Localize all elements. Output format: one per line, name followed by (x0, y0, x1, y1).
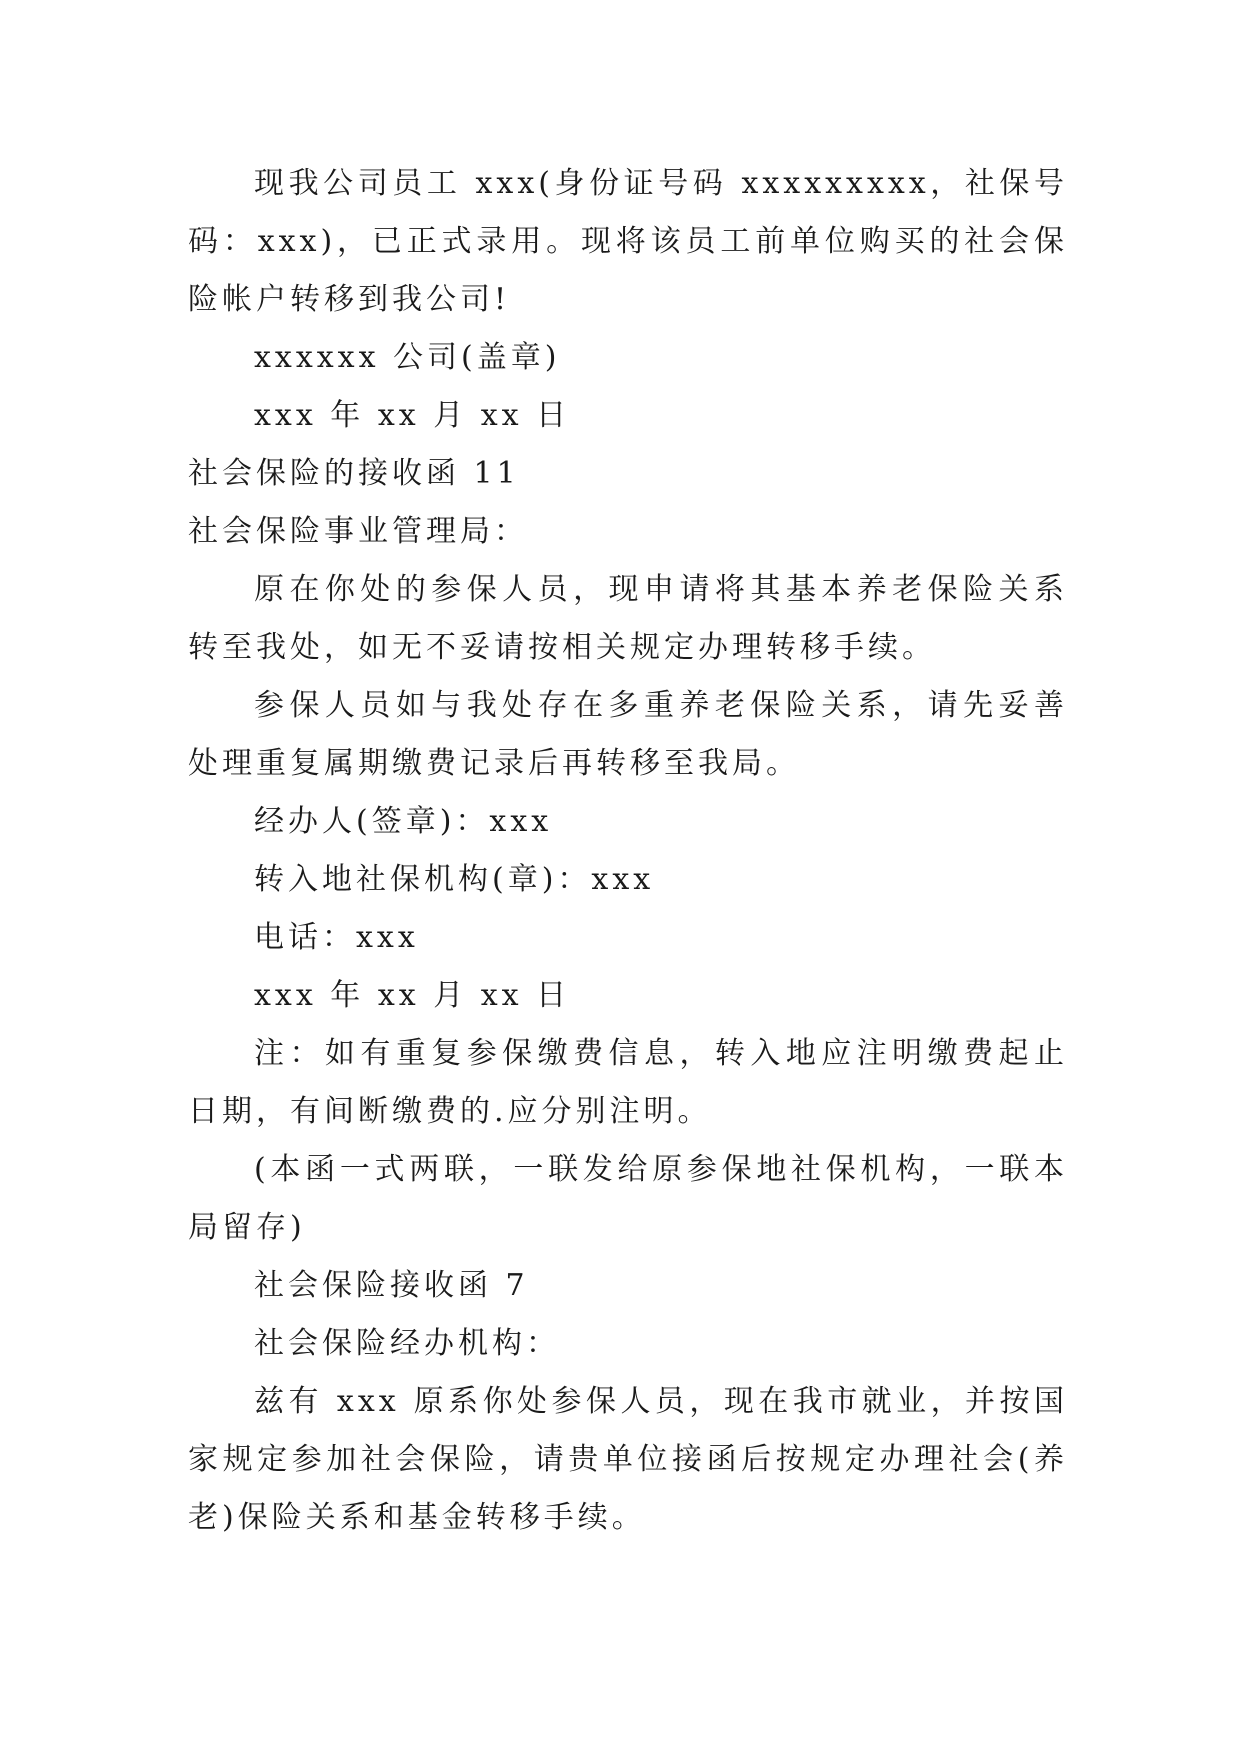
paragraph-date-1: xxx 年 xx 月 xx 日 (254, 398, 571, 433)
paragraph-employment-transfer: 兹有 xxx 原系你处参保人员，现在我市就业，并按国家规定参加社会保险，请贵单位接函后按规定办理社会(养老)保险关系和基金转移手续。 (188, 1384, 1068, 1535)
paragraph-note: 注：如有重复参保缴费信息，转入地应注明缴费起止日期，有间断缴费的.应分别注明。 (188, 1036, 1068, 1129)
salutation-management-bureau: 社会保险事业管理局： (188, 514, 528, 549)
paragraph-phone: 电话：xxx (254, 920, 419, 955)
section-heading-receipt-letter-11: 社会保险的接收函 11 (188, 456, 520, 491)
paragraph-receiving-agency-seal: 转入地社保机构(章)：xxx (254, 862, 655, 897)
paragraph-handler-signature: 经办人(签章)：xxx (254, 804, 553, 839)
salutation-agency: 社会保险经办机构： (254, 1326, 560, 1361)
document-body (188, 155, 1068, 1547)
paragraph-transfer-request: 原在你处的参保人员，现申请将其基本养老保险关系转至我处，如无不妥请按相关规定办理转移手续。 (188, 572, 1068, 665)
paragraph-copies-note: (本函一式两联，一联发给原参保地社保机构，一联本局留存) (188, 1152, 1068, 1245)
section-heading-receipt-letter-7: 社会保险接收函 7 (254, 1268, 529, 1303)
paragraph-company-seal: xxxxxx 公司(盖章) (254, 340, 561, 375)
paragraph-multiple-relations: 参保人员如与我处存在多重养老保险关系，请先妥善处理重复属期缴费记录后再转移至我局。 (188, 688, 1068, 781)
paragraph-employee-transfer: 现我公司员工 xxx(身份证号码 xxxxxxxxx，社保号码：xxx)，已正式录用。现将该员工前单位购买的社会保险帐户转移到我公司! (188, 166, 1068, 317)
paragraph-date-2: xxx 年 xx 月 xx 日 (254, 978, 571, 1013)
